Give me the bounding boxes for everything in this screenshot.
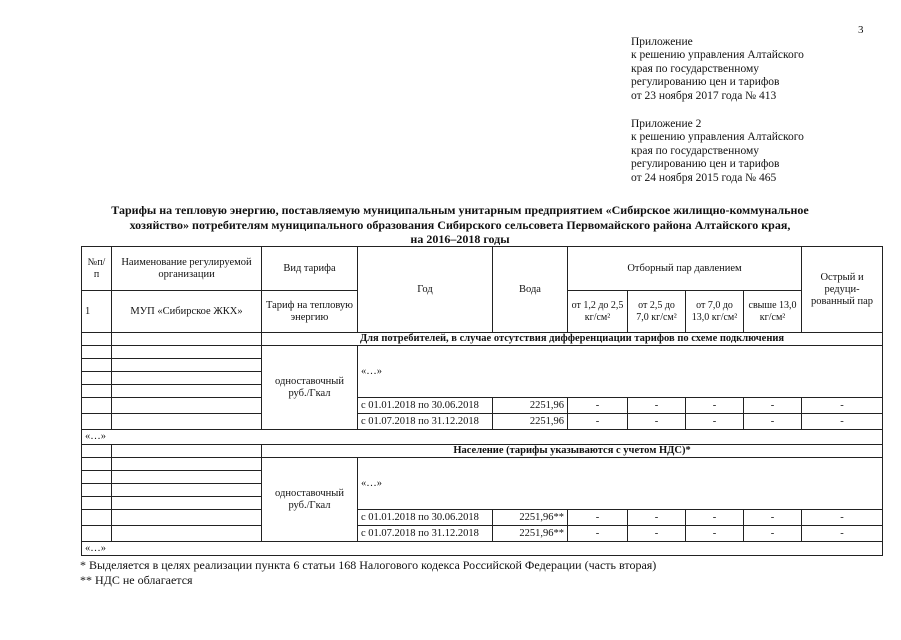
footnote: * Выделяется в целях реализации пункта 6 статьи 168 Налогового кодекса Российской Федерации (часть вторая) [80, 558, 657, 572]
appendix-line: регулированию цен и тарифов [631, 158, 780, 171]
value-cell: - [568, 526, 628, 542]
org-num: 1 [82, 291, 112, 333]
ellipsis-text: «…» [82, 542, 883, 556]
org-tariff-type: Тариф на тепловую энергию [262, 291, 358, 333]
table-row [82, 526, 883, 542]
header-steam-1: от 1,2 до 2,5 кг/см² [568, 291, 628, 333]
header-sharp-steam: Острый и редуци-рованный пар [802, 247, 883, 333]
footnote: ** НДС не облагается [80, 573, 193, 587]
tariff-label: одноставочный руб./Гкал [262, 346, 358, 430]
section-heading: Население (тарифы указываются с учетом НДС)* [262, 445, 883, 458]
value-cell: - [802, 510, 883, 526]
value-cell: - [802, 526, 883, 542]
header-tariff-type: Вид тарифа [262, 247, 358, 291]
tariff-label: одноставочный руб./Гкал [262, 458, 358, 542]
tariff-table [81, 246, 883, 556]
period: с 01.07.2018 по 31.12.2018 [358, 526, 493, 542]
appendix-block-2 [631, 118, 804, 185]
value-cell: - [744, 526, 802, 542]
section-ellipsis: «…» [358, 458, 883, 510]
water-value: 2251,96 [493, 414, 568, 430]
water-value: 2251,96** [493, 510, 568, 526]
ellipsis-row [82, 430, 883, 445]
ellipsis-text: «…» [82, 430, 883, 445]
title-line: хозяйство» потребителям муниципального образования Сибирского сельсовета Первомайского района Алтайского края, [129, 217, 791, 232]
appendix-line: Приложение 2 [631, 118, 702, 130]
table-row [82, 510, 883, 526]
value-cell: - [568, 510, 628, 526]
value-cell: - [628, 510, 686, 526]
value-cell: - [568, 414, 628, 430]
period: с 01.01.2018 по 30.06.2018 [358, 510, 493, 526]
water-value: 2251,96 [493, 398, 568, 414]
section-heading-row [82, 445, 883, 458]
value-cell: - [744, 510, 802, 526]
ellipsis-row [82, 542, 883, 556]
appendix-line: Приложение [631, 36, 693, 48]
footnotes [80, 558, 656, 588]
header-steam-2: от 2,5 до 7,0 кг/см² [628, 291, 686, 333]
org-name: МУП «Сибирское ЖКХ» [112, 291, 262, 333]
value-cell: - [686, 510, 744, 526]
section-heading-row [82, 333, 883, 346]
header-steam-3: от 7,0 до 13,0 кг/см² [686, 291, 744, 333]
appendix-line: края по государственному [631, 144, 759, 157]
value-cell: - [568, 398, 628, 414]
title-line: Тарифы на тепловую энергию, поставляемую муниципальным унитарным предприятием «Сибирское жилищно-коммунальное [111, 203, 809, 217]
value-cell: - [686, 398, 744, 414]
header-water: Вода [493, 247, 568, 333]
value-cell: - [744, 398, 802, 414]
value-cell: - [686, 526, 744, 542]
appendix-line: к решению управления Алтайского [631, 131, 804, 144]
header-year: Год [358, 247, 493, 333]
table-row [82, 414, 883, 430]
value-cell: - [628, 398, 686, 414]
water-value: 2251,96** [493, 526, 568, 542]
header-steam: Отборный пар давлением [568, 247, 802, 291]
value-cell: - [744, 414, 802, 430]
header-steam-4: свыше 13,0 кг/см² [744, 291, 802, 333]
section-heading: Для потребителей, в случае отсутствия дифференциации тарифов по схеме подключения [262, 333, 883, 346]
period: с 01.01.2018 по 30.06.2018 [358, 398, 493, 414]
header-org: Наименование регулируемой организации [112, 247, 262, 291]
header-row [82, 247, 883, 291]
appendix-line: регулированию цен и тарифов [631, 76, 780, 89]
appendix-line: края по государственному [631, 62, 759, 75]
table-row [82, 398, 883, 414]
appendix-line: к решению управления Алтайского [631, 49, 804, 62]
value-cell: - [802, 398, 883, 414]
appendix-line: от 23 ноября 2017 года № 413 [631, 89, 777, 102]
appendix-line: от 24 ноября 2015 года № 465 [631, 171, 777, 184]
header-num: №п/п [82, 247, 112, 291]
page-number: 3 [858, 24, 864, 36]
document-title [80, 203, 840, 247]
value-cell: - [802, 414, 883, 430]
section-ellipsis: «…» [358, 346, 883, 398]
value-cell: - [628, 526, 686, 542]
value-cell: - [628, 414, 686, 430]
appendix-block-1 [631, 36, 804, 103]
value-cell: - [686, 414, 744, 430]
period: с 01.07.2018 по 31.12.2018 [358, 414, 493, 430]
title-line: на 2016–2018 годы [410, 232, 510, 246]
